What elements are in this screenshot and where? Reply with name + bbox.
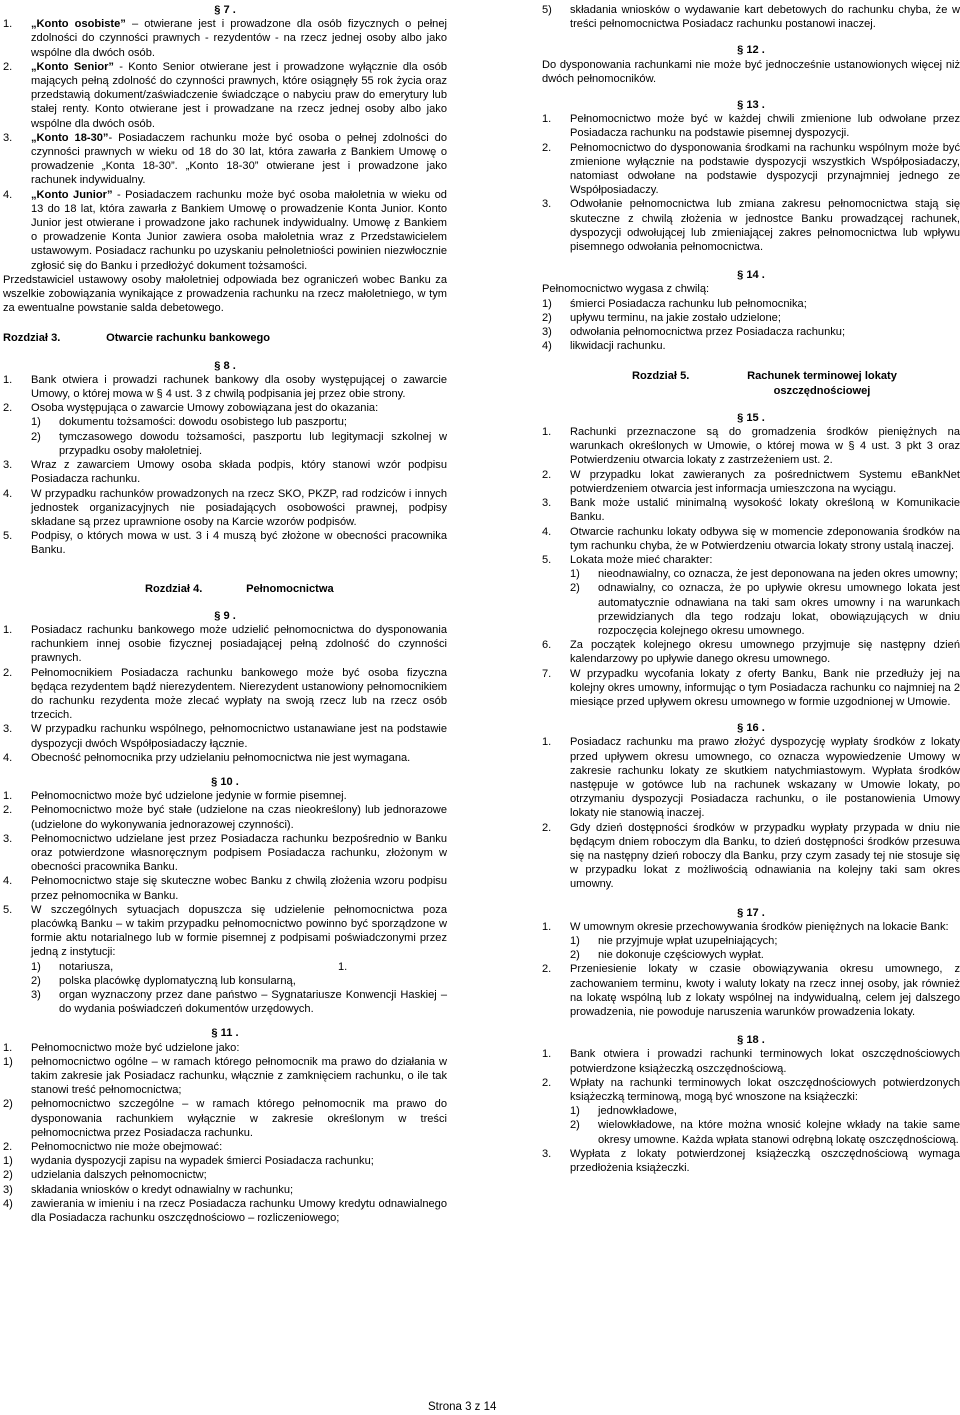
item-text: Za początek kolejnego okresu umownego przyjmuje się następny dzień kalendarzowy po upływie danego okresu umownego. — [570, 639, 960, 666]
item-number: 3. — [3, 832, 13, 845]
item-text: Wraz z zawarciem Umowy osoba składa podpis, który stanowi wzór podpisu Posiadacza rachunku. — [31, 459, 447, 486]
section-18-items-cont — [542, 1147, 960, 1175]
section-13-title: § 13 . — [737, 99, 765, 112]
item-number: 1) — [570, 568, 580, 581]
item-body: - Posiadaczem rachunku może być osoba małoletnia w wieku od 13 do 18 lat, która zawarła z Bankiem Umowę o prowadzenie Konta Junior. Konto Junior jest otwierane i prowadzone jako rachunek indywidualny. Umowę z Bankiem o prowadzenie Konta Junior zawiera osoba małoletnia wraz z Przedstawicielem ustawowym. Posiadacz rachunku po uzyskaniu pełnoletniości powinien niezwłocznie zgłosić się do Banku i przedłożyć dokument tożsamości. — [31, 188, 447, 272]
list-subitem — [31, 430, 447, 458]
item-text — [31, 60, 447, 131]
section-8-items — [3, 373, 447, 416]
item-text: Bank otwiera i prowadzi rachunek bankowy dla osoby występującej o zawarcie Umowy, o której mowa w § 4 ust. 3 z chwilą podpisania jej przez obie strony. — [31, 373, 447, 401]
list-item — [542, 920, 960, 934]
section-10-subitems — [3, 960, 447, 1017]
item-number: 4) — [3, 1197, 13, 1210]
list-item — [3, 623, 447, 666]
item-number: 2. — [3, 1141, 13, 1154]
section-15-title: § 15 . — [737, 411, 765, 424]
item-number: 4. — [542, 525, 552, 538]
chapter-5-number: Rozdział 5. — [632, 370, 690, 383]
item-text: Pełnomocnictwo staje się skuteczne wobec Banku z chwilą złożenia wzoru podpisu przez pełnomocnika w Banku. — [31, 875, 447, 902]
item-number: 1. — [542, 426, 552, 439]
list-subitem — [570, 567, 960, 581]
item-number: 2. — [542, 1076, 552, 1089]
item-number: 2. — [542, 141, 552, 154]
list-item — [542, 638, 960, 666]
list-subitem — [31, 988, 447, 1016]
item-number: 1. — [3, 790, 13, 803]
item-number: 4. — [3, 487, 13, 500]
item-text: tymczasowego dowodu tożsamości, paszportu lub legitymacji szkolnej w przypadku osoby małoletniej. — [59, 430, 447, 457]
section-7-items — [3, 17, 447, 273]
item-number: 2) — [570, 582, 580, 595]
list-subitem — [3, 1197, 447, 1225]
item-text: Wpłaty na rachunki terminowych lokat oszczędnościowych potwierdzonych książeczką terminową, mogą być wnoszone na książeczki: — [570, 1076, 960, 1104]
list-item — [542, 1147, 960, 1175]
item-number: 3) — [31, 989, 41, 1001]
item-text: Pełnomocnictwo udzielane jest przez Posiadacza rachunku bezpośrednio w Banku oraz potwierdzone własnoręcznym podpisem Posiadacza rachunku, złożonym w obecności pracownika Banku. — [31, 832, 447, 874]
chapter-5-heading — [632, 369, 960, 397]
left-column — [3, 3, 447, 1225]
list-subitem — [31, 415, 447, 429]
section-15-items — [542, 425, 960, 567]
list-subitem — [3, 1154, 447, 1168]
item-number: 1) — [31, 960, 41, 973]
item-text — [31, 131, 447, 188]
section-7-title: § 7 . — [214, 4, 236, 16]
page-footer: Strona 3 z 14 — [428, 1401, 497, 1413]
item-number: 2. — [3, 60, 13, 73]
list-subitem — [570, 1118, 960, 1146]
item-text: zawierania w imieniu i na rzecz Posiadacza rachunku Umowy kredytu odnawialnego dla Posiadacza rachunku oszczędnościowo – rozliczeniowego; — [31, 1197, 447, 1225]
item-text — [31, 17, 447, 60]
item-body: - Konto Senior otwierane jest i prowadzone wyłącznie dla osób mających pełną zdolność do czynności prawnych, które osiągnęły 55 rok życia oraz przedstawią dokument/zaświadczenie świadczące o nabyciu praw do emerytury lub stałej renty. Konto otwierane jest i prowadzane na rzecz jednej osoby albo jako wspólne dla dwóch osób. — [31, 60, 447, 130]
item-number: 3. — [3, 459, 13, 472]
item-text: Pełnomocnikiem Posiadacza rachunku bankowego może być osoba fizyczna będąca rezydentem bądź nierezydentem. Nierezydent ustanowiony pełnomocnikiem do rachunku rezydenta może zlecać wypłaty na swoją rzecz lub na rzecz osób trzecich. — [31, 666, 447, 722]
item-number: 1. — [542, 113, 552, 126]
list-subitem — [542, 311, 960, 325]
item-number: 6. — [542, 639, 552, 652]
stray-number: 1. — [338, 960, 348, 973]
item-number: 2) — [3, 1098, 13, 1111]
list-item — [542, 821, 960, 892]
item-number: 5. — [3, 530, 13, 543]
list-subitem — [570, 948, 960, 962]
item-text: śmierci Posiadacza rachunku lub pełnomocnika; — [570, 297, 807, 310]
item-text: Osoba występująca o zawarcie Umowy zobowiązana jest do okazania: — [31, 402, 379, 415]
section-8-items-cont — [3, 458, 447, 557]
item-number: 3) — [542, 326, 552, 339]
section-10-items — [3, 789, 447, 959]
list-item — [542, 525, 960, 553]
item-text: udzielania dalszych pełnomocnictw; — [31, 1169, 207, 1182]
item-text: Obecność pełnomocnika przy udzielaniu pełnomocnictwa nie jest wymagana. — [31, 751, 411, 764]
item-text: wydania dyspozycji zapisu na wypadek śmierci Posiadacza rachunku; — [31, 1155, 374, 1168]
item-text: upływu terminu, na jakie zostało udzielone; — [570, 311, 781, 324]
item-text: Pełnomocnictwo może być stałe (udzielone na czas nieokreślony) lub jednorazowe (udzielone do wykonywania jednorazowej czynności). — [31, 804, 447, 831]
item-number: 1. — [3, 623, 13, 636]
chapter-3-number: Rozdział 3. — [3, 332, 61, 345]
section-18-title: § 18 . — [737, 1034, 765, 1047]
section-16-items — [542, 735, 960, 891]
item-text: Odwołanie pełnomocnictwa lub zmiana zakresu pełnomocnictwa stają się skuteczne z chwilą złożenia w jednostce Banku prowadzącej rachunek, dyspozycji odwołującej lub zmieniającej zakres pełnomocnictwa lub wpływu pisemnego odwołania pełnomocnictwa. — [570, 198, 960, 254]
item-text: składania wniosków o kredyt odnawialny w rachunku; — [31, 1183, 294, 1196]
section-15-items-cont — [542, 638, 960, 709]
list-subitem — [3, 1183, 447, 1197]
list-item — [542, 112, 960, 140]
list-item — [3, 666, 447, 723]
list-item — [3, 874, 447, 902]
section-10-title: § 10 . — [211, 775, 239, 788]
list-subitem — [542, 3, 960, 31]
item-text — [31, 188, 447, 273]
list-item — [542, 735, 960, 820]
item-number: 5) — [542, 4, 552, 16]
item-number: 3. — [542, 1147, 552, 1160]
item-number: 3) — [3, 1183, 13, 1196]
item-number: 5. — [542, 553, 552, 566]
item-text: W przypadku lokat zawieranych za pośrednictwem Systemu eBankNet potwierdzeniem otwarcia jest informacja umieszczona na wyciągu. — [570, 468, 960, 495]
item-number: 1) — [3, 1055, 13, 1068]
item-text: Rachunki przeznaczone są do gromadzenia środków pieniężnych na warunkach określonych w Umowie, o której mowa w § 4 ust. 3 pkt 3 oraz Potwierdzeniu otwarcia lokaty z zastrzeżeniem ust. 2. — [570, 426, 960, 467]
list-subitem — [3, 1097, 447, 1140]
list-item — [3, 188, 447, 273]
item-text: jednowkładowe, — [598, 1105, 677, 1118]
section-9-title: § 9 . — [214, 609, 236, 622]
section-17-subitems — [542, 934, 960, 962]
section-12-paragraph: Do dysponowania rachunkami nie może być jednocześnie ustanowionych więcej niż dwóch pełnomocników. — [542, 58, 960, 85]
item-number: 1. — [542, 920, 552, 933]
list-item — [3, 131, 447, 188]
item-body: – otwierane jest i prowadzone dla osób fizycznych o pełnej zdolności do czynności prawnych - rezydentów - na rzecz jednej osoby albo jako wspólne dla dwóch osób. — [31, 18, 447, 59]
list-item — [3, 401, 447, 415]
chapter-3-title: Otwarcie rachunku bankowego — [106, 332, 271, 345]
item-number: 1) — [3, 1155, 13, 1168]
item-number: 4) — [542, 340, 552, 353]
chapter-4-heading — [145, 582, 447, 596]
item-number: 3. — [3, 131, 13, 144]
item-text: W umownym okresie przechowywania środków pieniężnych na lokacie Bank: — [570, 920, 949, 933]
list-subitem — [3, 1168, 447, 1182]
list-item — [542, 141, 960, 198]
item-number: 1) — [542, 297, 552, 310]
item-number: 2. — [542, 963, 552, 976]
list-item — [542, 468, 960, 496]
list-item — [542, 197, 960, 254]
list-item — [3, 832, 447, 875]
item-text: Gdy dzień dostępności środków w przypadku wypłaty przypada w dniu nie będącym dniem roboczym dla Banku, to dzień dostępności środków przesuwa się na następny dzień roboczy dla Banku, przy czym zasady tej nie stosuje się w przypadku lokat z możliwością odnawiania na kolejny taki sam okres umowny. — [570, 821, 960, 891]
chapter-5-title: Rachunek terminowej lokaty oszczędnościowej — [747, 370, 897, 397]
item-number: 2. — [542, 821, 552, 834]
item-title: „Konto Senior” — [31, 60, 114, 73]
item-text: Otwarcie rachunku lokaty odbywa się w momencie zdeponowania środków na tym rachunku chyba, że w Potwierdzeniu otwarcia lokaty strony ustalą inaczej. — [570, 525, 960, 552]
item-text: Bank może ustalić minimalną wysokość lokaty określoną w Komunikacie Banku. — [570, 497, 960, 524]
item-text: pełnomocnictwo ogólne – w ramach którego pełnomocnik ma prawo do działania w takim zakresie jak Posiadacz rachunku, włącznie z zamknięciem rachunku, o ile tak stanowi treść pełnomocnictwa; — [31, 1055, 447, 1097]
item-number: 2. — [3, 666, 13, 679]
list-subitem — [3, 1055, 447, 1098]
list-item — [542, 962, 960, 1019]
item-number: 2) — [3, 1169, 13, 1182]
section-16-title: § 16 . — [737, 722, 765, 735]
list-subitem — [542, 297, 960, 311]
section-13-items — [542, 112, 960, 254]
section-18-subitems — [542, 1104, 960, 1147]
list-subitem — [542, 325, 960, 339]
item-text: odnawialny, co oznacza, że po upływie okresu umownego lokata jest automatycznie odnawiana na taki sam okres umowny i na warunkach przewidzianych dla tego rodzaju lokat, obowiązujących w dniu rozpoczęcia kolejnego okresu umownego. — [598, 582, 960, 637]
section-17-title: § 17 . — [737, 906, 765, 919]
item-text: Bank otwiera i prowadzi rachunki terminowych lokat oszczędnościowych potwierdzone książeczką oszczędnościową. — [570, 1048, 960, 1075]
item-number: 1) — [31, 416, 41, 429]
item-title: „Konto osobiste” — [31, 18, 132, 31]
section-11-items-cont — [3, 1140, 447, 1154]
list-item — [3, 1041, 447, 1055]
list-item — [3, 487, 447, 530]
item-text: notariusza, — [59, 960, 114, 973]
section-15-subitems — [542, 567, 960, 638]
list-item — [3, 17, 447, 60]
item-number: 1. — [542, 736, 552, 749]
item-number: 3. — [542, 198, 552, 211]
list-item — [3, 458, 447, 486]
list-subitem — [570, 1104, 960, 1118]
item-text: dokumentu tożsamości: dowodu osobistego lub paszportu; — [59, 416, 347, 429]
section-11-subitems-1 — [3, 1055, 447, 1140]
list-item — [3, 373, 447, 401]
item-text: Pełnomocnictwo do dysponowania środkami na rachunku wspólnym może być zmienione wyłącznie na podstawie dyspozycji wszystkich Współposiadaczy, natomiast odwołane na podstawie dyspozycji przynajmniej jednego ze Współposiadaczy. — [570, 141, 960, 197]
section-14-subitems — [542, 297, 960, 354]
section-17-items — [542, 920, 960, 934]
item-text: W przypadku rachunków prowadzonych na rzecz SKO, PKZP, rad rodziców i innych jednostek organizacyjnych nie posiadających osobowości prawnej, podpisy składane są przez uprawnione osoby na Karcie wzorów podpisów. — [31, 487, 447, 528]
section-9-items — [3, 623, 447, 765]
item-text: Pełnomocnictwo nie może obejmować: — [31, 1141, 223, 1154]
item-number: 1) — [570, 934, 580, 947]
item-number: 2. — [3, 402, 13, 415]
item-text: Przeniesienie lokaty w czasie obowiązywania okresu umownego, z zachowaniem terminu, kwoty i waluty lokaty na rzecz innej osoby, jak również na lokatę wspólną lub z lokaty wspólnej na indywidualną, celem jej dalszego prowadzenia, nie powoduje naruszenia warunków prowadzenia lokaty. — [570, 963, 960, 1018]
item-number: 1. — [3, 18, 13, 31]
item-text: nie dokonuje częściowych wypłat. — [598, 949, 764, 962]
section-8-title: § 8 . — [214, 359, 236, 372]
list-item — [3, 1140, 447, 1154]
item-number: 3. — [3, 723, 13, 736]
section-11-subitems-2 — [3, 1154, 447, 1225]
item-number: 2. — [3, 804, 13, 817]
list-item — [3, 803, 447, 831]
section-8-subitems — [3, 415, 447, 458]
item-number: 1. — [3, 1041, 13, 1054]
item-text: odwołania pełnomocnictwa przez Posiadacza rachunku; — [570, 326, 846, 339]
item-number: 2) — [570, 949, 580, 962]
item-number: 2) — [31, 430, 41, 443]
section-14-paragraph: Pełnomocnictwo wygasa z chwilą: — [542, 283, 710, 296]
item-title: „Konto Junior” — [31, 188, 113, 201]
list-item — [3, 529, 447, 557]
item-number: 4. — [3, 751, 13, 764]
item-number: 1. — [542, 1048, 552, 1061]
item-number: 2) — [31, 974, 41, 987]
item-text: nieodnawialny, co oznacza, że jest deponowana na jeden okres umowny; — [598, 568, 958, 581]
item-text: Posiadacz rachunku bankowego może udzielić pełnomocnictwa do dysponowania rachunkiem innej osobie fizycznej posiadającej pełną zdolność do czynności prawnych. — [31, 623, 447, 665]
item-text: likwidacji rachunku. — [570, 340, 666, 353]
list-item — [542, 553, 960, 567]
list-item — [542, 667, 960, 710]
item-number: 4. — [3, 188, 13, 201]
list-item — [542, 1047, 960, 1075]
item-text: wielowkładowe, na które można wnosić kolejne wkłady na takie same okresy umowne. Każda wpłata stanowi odrębną lokatę oszczędnościową. — [598, 1119, 960, 1146]
section-14-title: § 14 . — [737, 269, 765, 282]
item-number: 1. — [3, 373, 13, 386]
list-item — [3, 60, 447, 131]
item-text: W przypadku rachunku wspólnego, pełnomocnictwo ustanawiane jest na podstawie dyspozycji dwóch Współposiadaczy łącznie. — [31, 723, 447, 750]
section-17-items-cont — [542, 962, 960, 1019]
section-10-sub-wrap — [3, 960, 447, 1017]
section-12-title: § 12 . — [737, 44, 765, 57]
item-text: Pełnomocnictwo może być udzielone jedynie w formie pisemnej. — [31, 790, 347, 803]
item-text: Wypłata z lokaty potwierdzonej książeczką oszczędnościową wymaga przedłożenia książeczki. — [570, 1147, 960, 1175]
list-subitem — [570, 581, 960, 638]
list-item — [542, 425, 960, 468]
item-text: Posiadacz rachunku ma prawo złożyć dyspozycję wypłaty środków z lokaty przed upływem okresu umownego, co oznacza wypowiedzenie Umowy w zakresie rachunku lokaty ze skutkiem natychmiastowym. Wypłata środków następuje w gotówce lub na rachunek wskazany w Umowie lokaty, po otrzymaniu dyspozycji Posiadacza rachunku, o ile postanowienia Umowy lokaty nie stanowią inaczej. — [570, 736, 960, 820]
item-body: - Posiadaczem rachunku może być osoba o pełnej zdolności do czynności prawnych w wieku od 18 do 30 lat, która zawarła z Bankiem Umowę o prowadzenie „Konta 18-30”. „Konto 18-30” otwierane jest i prowadzone jako rachunek indywidualny. — [31, 131, 447, 187]
item-text: nie przyjmuje wpłat uzupełniających; — [598, 934, 778, 947]
section-11-subitems-3 — [542, 3, 960, 31]
item-text: Lokata może mieć charakter: — [570, 553, 713, 566]
item-number: 1) — [570, 1105, 580, 1118]
list-item — [3, 903, 447, 960]
item-number: 2) — [570, 1119, 580, 1132]
list-subitem — [570, 934, 960, 948]
section-11-title: § 11 . — [211, 1027, 239, 1040]
list-subitem — [542, 339, 960, 353]
item-number: 5. — [3, 903, 13, 916]
list-item — [542, 1076, 960, 1104]
list-item — [3, 722, 447, 750]
item-text: polska placówkę dyplomatyczną lub konsularną, — [59, 974, 296, 987]
item-text: Pełnomocnictwo może być udzielone jako: — [31, 1041, 240, 1054]
item-text: W przypadku wycofania lokaty z oferty Banku, Bank nie przedłuży jej na kolejny okres umowny, informując o tym Posiadacza rachunku co najmniej na 2 miesiące przed upływem okresu umownego w formie uzgodnionej w Umowie. — [570, 667, 960, 708]
item-text: W szczególnych sytuacjach dopuszcza się udzielenie pełnomocnictwa poza placówką Banku – w takim przypadku pełnomocnictwo powinno być sporządzone w formie aktu notarialnego lub w formie pisemnej z podpisami poświadczonymi przez jedną z instytucji: — [31, 903, 447, 959]
section-11-items — [3, 1041, 447, 1055]
item-text: pełnomocnictwo szczególne – w ramach którego pełnomocnik ma prawo do dysponowania rachunkiem wyłącznie w zakresie określonym w treści pełnomocnictwa przez Posiadacza rachunku. — [31, 1098, 447, 1139]
section-18-items — [542, 1047, 960, 1104]
item-number: 7. — [542, 667, 552, 680]
item-text: składania wniosków o wydawanie kart debetowych do rachunku chyba, że w treści pełnomocnictwa Posiadacz rachunku postanowi inaczej. — [570, 4, 960, 31]
item-number: 4. — [3, 875, 13, 888]
list-item — [542, 496, 960, 524]
list-subitem — [31, 960, 447, 974]
right-column — [542, 3, 960, 1175]
section-7-paragraph: Przedstawiciel ustawowy osoby małoletniej odpowiada bez ograniczeń wobec Banku za wszelkie zobowiązania wynikające z prowadzenia rachunku na rzecz małoletniego, w tym za ewentualne powstanie salda debetowego. — [3, 273, 447, 315]
item-number: 2. — [542, 468, 552, 481]
item-text: Pełnomocnictwo może być w każdej chwili zmienione lub odwołane przez Posiadacza rachunku na podstawie pisemnej dyspozycji. — [570, 113, 960, 140]
item-number: 2) — [542, 311, 552, 324]
list-item — [3, 789, 447, 803]
chapter-4-number: Rozdział 4. — [145, 582, 203, 595]
item-text: Podpisy, o których mowa w ust. 3 i 4 muszą być złożone w obecności pracownika Banku. — [31, 530, 447, 557]
list-subitem — [31, 974, 447, 988]
chapter-3-heading — [3, 331, 447, 345]
item-text: organ wyznaczony przez dane państwo – Sygnatariusze Konwencji Haskiej – do wydania poświadczeń dokumentów urzędowych. — [59, 989, 447, 1016]
item-number: 3. — [542, 497, 552, 510]
item-title: „Konto 18-30” — [31, 131, 109, 144]
list-item — [3, 751, 447, 765]
chapter-4-title: Pełnomocnictwa — [246, 582, 334, 595]
